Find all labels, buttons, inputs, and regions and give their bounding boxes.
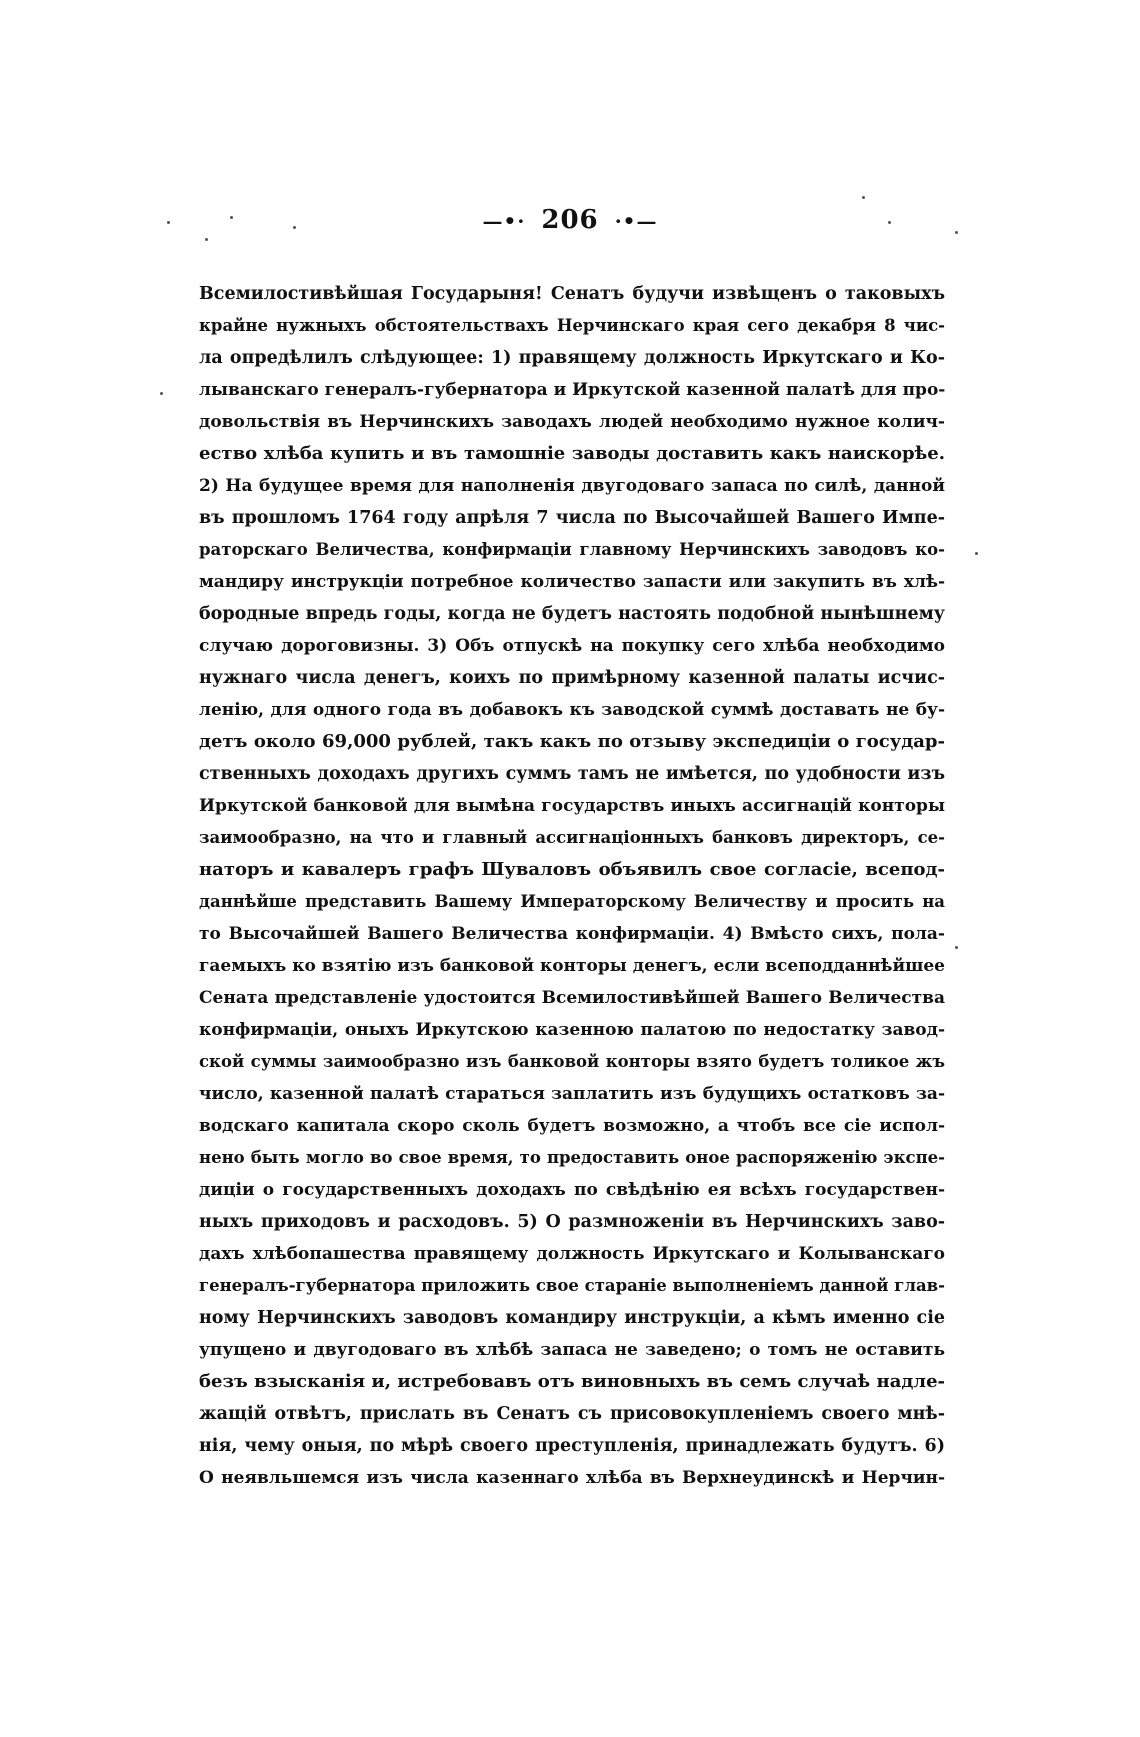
text-line: въ прошломъ 1764 году апрѣля 7 числа по Высочайшей Вашего Импе- [199,508,945,528]
text-line: ество хлѣба купить и въ тамошніе заводы доставить какъ наискорѣе. [199,443,945,464]
text-line: водскаго капитала скоро сколь будетъ возможно, а чтобъ все сіе испол- [199,1116,945,1136]
text-line: безъ взысканія и, истребовавъ отъ виновныхъ въ семъ случаѣ надле- [199,1371,945,1392]
text-line: ныхъ приходовъ и расходовъ. 5) О размноженіи въ Нерчинскихъ заво- [199,1212,945,1232]
text-line: диціи о государственныхъ доходахъ по свѣдѣнію ея всѣхъ государствен- [199,1180,945,1200]
text-line: О неявльшемся изъ числа казеннаго хлѣба въ Верхнеудинскѣ и Нерчин- [199,1468,945,1488]
text-line: конфирмаціи, оныхъ Иркутскою казенною палатою по недостатку завод- [199,1020,945,1040]
text-line: гаемыхъ ко взятію изъ банковой конторы денегъ, если всеподданнѣйшее [199,956,945,976]
text-line: ленію, для одного года въ добавокъ къ заводской суммѣ доставать не бу- [199,700,945,720]
text-line: ла опредѣлилъ слѣдующее: 1) правящему должность Иркутскаго и Ко- [199,348,945,368]
text-line: нено быть могло во свое время, то предоставить оное распоряженію экспе- [199,1148,945,1167]
body-text [199,278,945,1494]
text-line: наторъ и кавалеръ графъ Шуваловъ объявилъ свое согласіе, всепод- [199,859,945,880]
text-line: довольствія въ Нерчинскихъ заводахъ людей необходимо нужное колич- [199,412,945,432]
text-line: нія, чему оныя, по мѣрѣ своего преступленія, принадлежать будутъ. 6) [199,1436,945,1456]
text-line: лыванскаго генералъ-губернатора и Иркутской казенной палатѣ для про- [199,380,945,400]
text-line: упущено и двугодоваго въ хлѣбѣ запаса не заведено; о томъ не оставить [199,1340,945,1360]
text-line: жащій отвѣтъ, прислать въ Сенатъ съ присовокупленіемъ своего мнѣ- [199,1404,945,1424]
text-line: раторскаго Величества, конфирмаціи главному Нерчинскихъ заводовъ ко- [199,540,945,559]
text-line: детъ около 69,000 рублей, такъ какъ по отзыву экспедиціи о государ- [199,731,945,752]
text-line: ственныхъ доходахъ другихъ суммъ тамъ не имѣется, по удобности изъ [199,764,945,784]
text-line: дахъ хлѣбопашества правящему должность Иркутскаго и Колыванскаго [199,1244,945,1264]
text-line: Всемилостивѣйшая Государыня! Сенатъ будучи извѣщенъ о таковыхъ [199,284,945,304]
ornament-right: ·•— [614,209,658,233]
text-line: 2) На будущее время для наполненія двугодоваго запаса по силѣ, данной [199,476,945,496]
text-line: ской суммы заимообразно изъ банковой конторы взято будетъ толикое жъ [199,1052,945,1071]
text-line: ному Нерчинскихъ заводовъ командиру инструкціи, а кѣмъ именно сіе [199,1308,945,1328]
text-line: крайне нужныхъ обстоятельствахъ Нерчинскаго края сего декабря 8 чис- [199,316,945,335]
page-number: 206 [541,205,599,235]
text-line: бородные впредь годы, когда не будетъ настоять подобной нынѣшнему [199,604,945,624]
text-line: случаю дороговизны. 3) Объ отпускѣ на покупку сего хлѣба необходимо [199,636,945,656]
text-line: заимообразно, на что и главный ассигнаціонныхъ банковъ директоръ, се- [199,828,945,847]
text-line: число, казенной палатѣ стараться заплатить изъ будущихъ остатковъ за- [199,1084,945,1104]
text-line: генералъ-губернатора приложить свое стараніе выполненіемъ данной глав- [199,1276,945,1295]
text-line: мандиру инструкціи потребное количество запасти или закупить въ хлѣ- [199,572,945,592]
text-line: даннѣйше представить Вашему Императорскому Величеству и просить на [199,892,945,911]
text-line: то Высочайшей Вашего Величества конфирмаціи. 4) Вмѣсто сихъ, пола- [199,924,945,944]
text-line: Иркутской банковой для вымѣна государствъ иныхъ ассигнацій конторы [199,796,945,816]
text-line: нужнаго числа денегъ, коихъ по примѣрному казенной палаты исчис- [199,668,945,688]
ornament-left: —•· [482,209,526,233]
text-line: Сената представленіе удостоится Всемилостивѣйшей Вашего Величества [199,988,945,1008]
page-number-header [0,205,1140,235]
